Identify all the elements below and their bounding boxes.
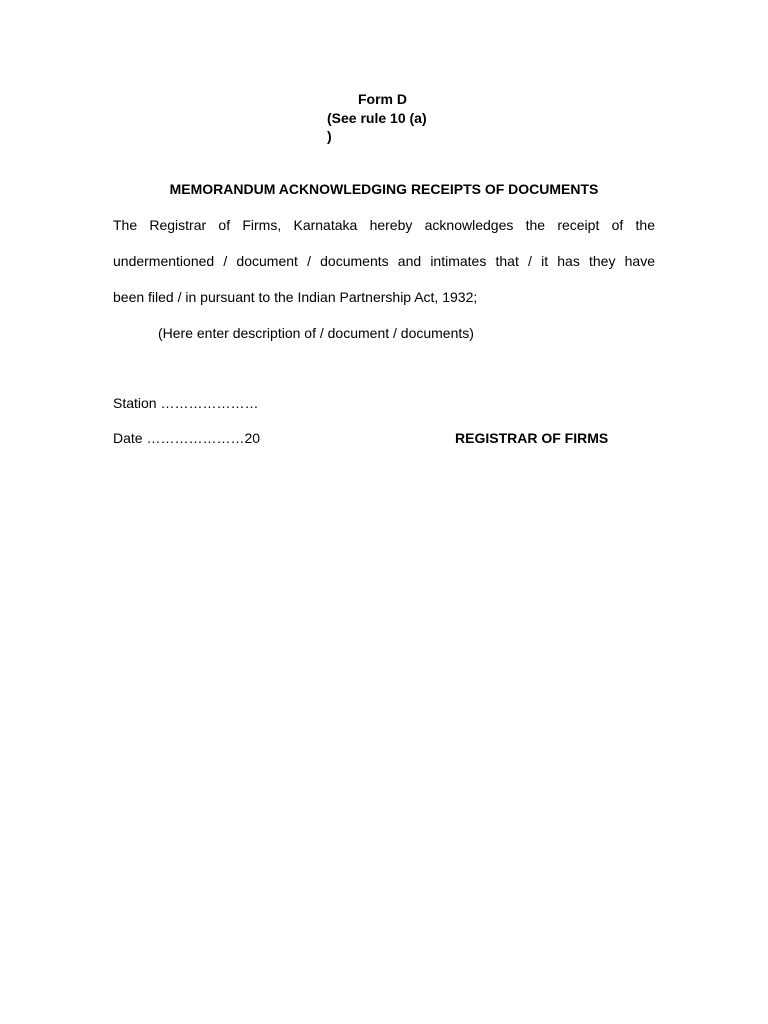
form-rule-reference-closing: )	[327, 128, 332, 144]
station-line: Station …………………	[113, 395, 259, 411]
body-text-line: The Registrar of Firms, Karnataka hereby acknowledges the receipt of the	[113, 217, 655, 233]
document-description-placeholder: (Here enter description of / document / documents)	[158, 325, 474, 341]
body-text-line: undermentioned / document / documents and intimates that / it has they have	[113, 253, 655, 269]
body-text-line: been filed / in pursuant to the Indian Partnership Act, 1932;	[113, 289, 478, 305]
date-line: Date …………………20	[113, 430, 261, 446]
memorandum-heading: MEMORANDUM ACKNOWLEDGING RECEIPTS OF DOCUMENTS	[169, 181, 599, 197]
form-title: Form D	[358, 91, 407, 107]
signatory-title: REGISTRAR OF FIRMS	[455, 430, 609, 446]
form-rule-reference: (See rule 10 (a)	[327, 110, 427, 126]
